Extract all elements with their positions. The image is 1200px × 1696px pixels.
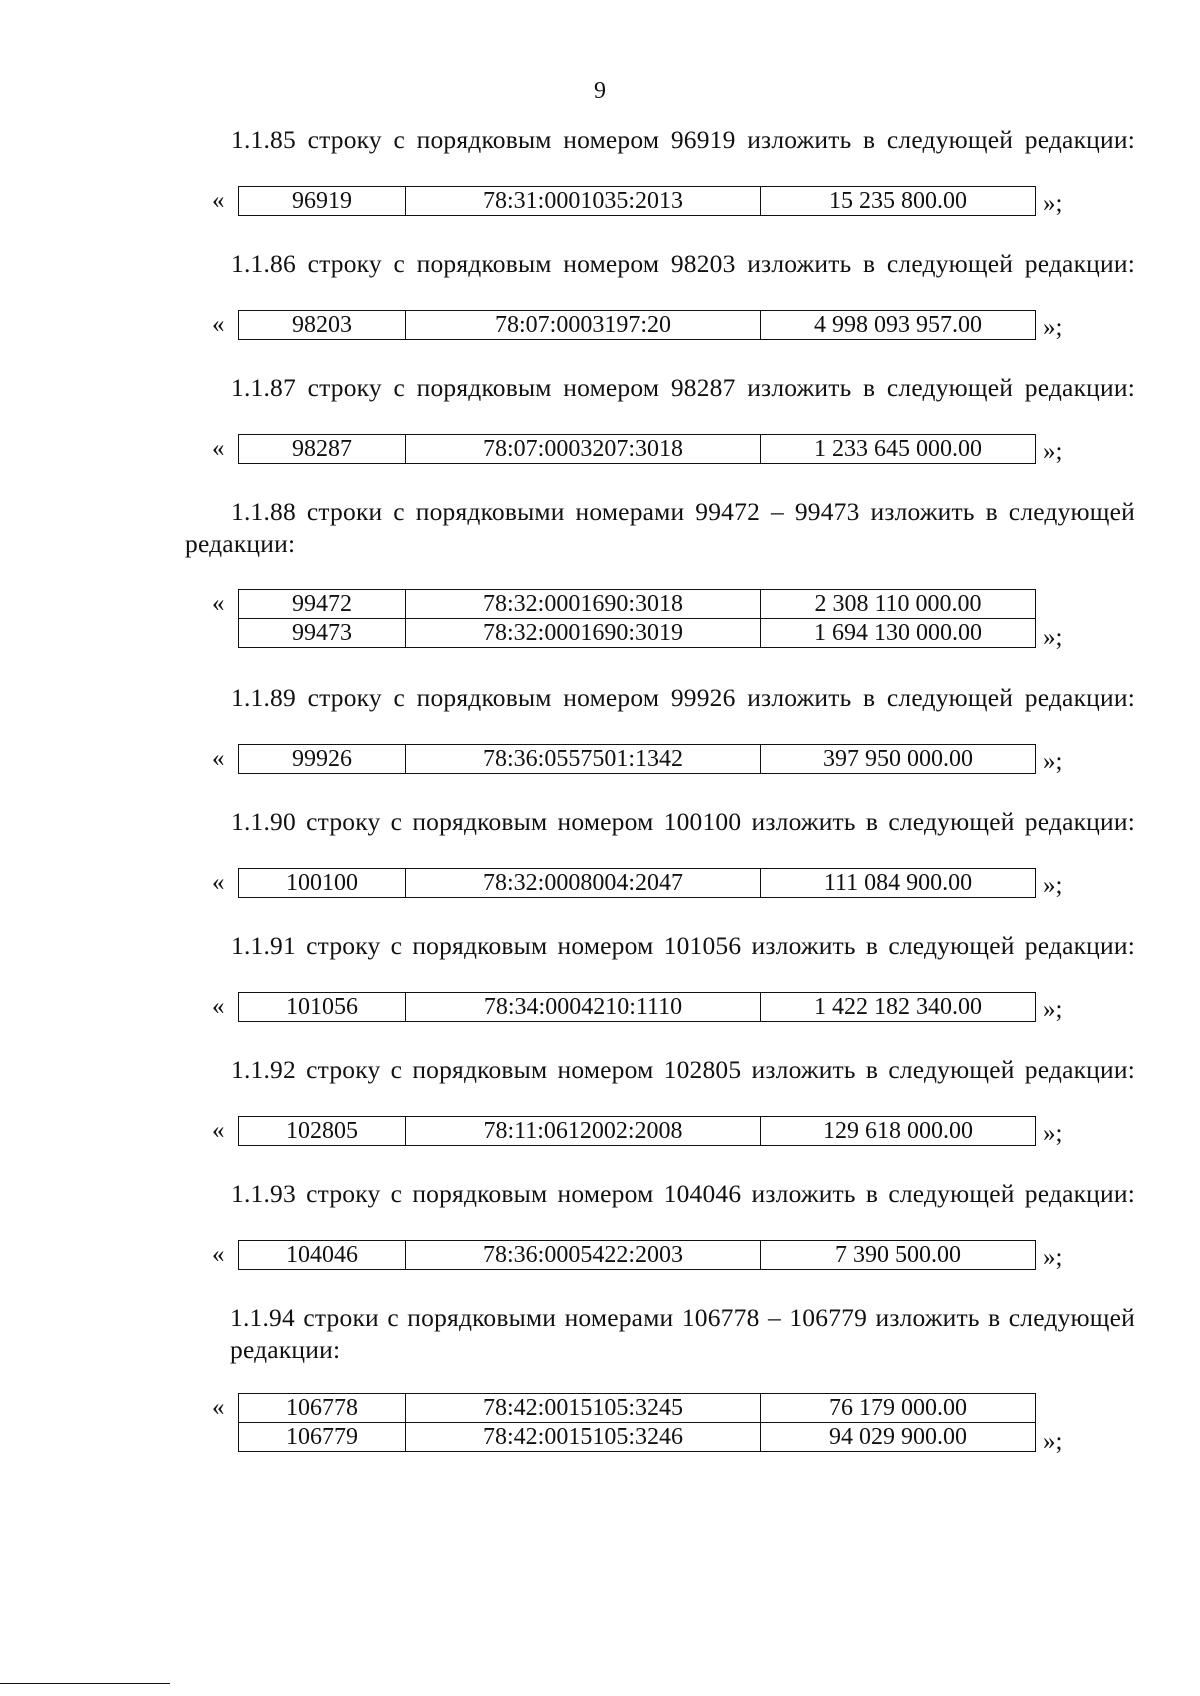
cadastral-number-cell: 78:42:0015105:3246 [406,1423,761,1452]
amendment-table [238,434,1036,464]
amendment-table [238,589,1036,648]
table-row [239,1241,1036,1270]
amendment-instruction: 1.1.89 строку с порядковым номером 99926 изложить в следующей редакции: [231,683,1135,712]
row-number-cell: 106779 [239,1423,406,1452]
cadastral-value-cell: 4 998 093 957.00 [761,311,1036,340]
open-quote: « [212,311,225,338]
row-number-cell: 98203 [239,311,406,340]
row-number-cell: 102805 [239,1117,406,1146]
cadastral-number-cell: 78:32:0001690:3018 [406,590,761,619]
amendment-table [238,310,1036,340]
cadastral-value-cell: 15 235 800.00 [761,187,1036,216]
amendment-instruction: 1.1.88 строки с порядковыми номерами 99472 – 99473 изложить в следующей редакции: [185,497,1135,558]
row-number-cell: 100100 [239,869,406,898]
table-row [239,187,1036,216]
open-quote: « [212,435,225,462]
cadastral-value-cell: 76 179 000.00 [761,1394,1036,1423]
table-row [239,619,1036,648]
table-row [239,311,1036,340]
row-number-cell: 99473 [239,619,406,648]
amendment-table [238,992,1036,1022]
cadastral-value-cell: 1 422 182 340.00 [761,993,1036,1022]
open-quote: « [212,1117,225,1144]
table-row [239,1117,1036,1146]
amendment-instruction: 1.1.87 строку с порядковым номером 98287 изложить в следующей редакции: [231,373,1135,402]
row-number-cell: 96919 [239,187,406,216]
close-quote: »; [1043,1120,1063,1147]
amendment-instruction: 1.1.85 строку с порядковым номером 96919 изложить в следующей редакции: [231,125,1135,154]
open-quote: « [212,1394,225,1421]
close-quote: »; [1043,1428,1063,1455]
row-number-cell: 106778 [239,1394,406,1423]
close-quote: »; [1043,748,1063,775]
amendment-table [238,744,1036,774]
amendment-instruction: 1.1.92 строку с порядковым номером 102805 изложить в следующей редакции: [231,1055,1135,1084]
row-number-cell: 98287 [239,435,406,464]
row-number-cell: 101056 [239,993,406,1022]
page-number: 9 [594,78,606,104]
amendment-instruction: 1.1.90 строку с порядковым номером 100100 изложить в следующей редакции: [231,807,1135,836]
cadastral-number-cell: 78:32:0001690:3019 [406,619,761,648]
cadastral-number-cell: 78:07:0003197:20 [406,311,761,340]
open-quote: « [212,869,225,896]
open-quote: « [212,187,225,214]
close-quote: »; [1043,1244,1063,1271]
close-quote: »; [1043,438,1063,465]
close-quote: »; [1043,624,1063,651]
row-number-cell: 99472 [239,590,406,619]
cadastral-value-cell: 94 029 900.00 [761,1423,1036,1452]
table-row [239,435,1036,464]
amendment-instruction: 1.1.93 строку с порядковым номером 104046 изложить в следующей редакции: [231,1179,1135,1208]
cadastral-number-cell: 78:36:0005422:2003 [406,1241,761,1270]
open-quote: « [212,590,225,617]
amendment-table [238,1240,1036,1270]
cadastral-value-cell: 1 694 130 000.00 [761,619,1036,648]
cadastral-number-cell: 78:11:0612002:2008 [406,1117,761,1146]
amendment-instruction: 1.1.86 строку с порядковым номером 98203 изложить в следующей редакции: [231,249,1135,278]
open-quote: « [212,1241,225,1268]
table-row [239,1423,1036,1452]
cadastral-number-cell: 78:36:0557501:1342 [406,745,761,774]
amendment-table [238,186,1036,216]
close-quote: »; [1043,190,1063,217]
row-number-cell: 104046 [239,1241,406,1270]
table-row [239,993,1036,1022]
close-quote: »; [1043,314,1063,341]
table-row [239,1394,1036,1423]
row-number-cell: 99926 [239,745,406,774]
amendment-instruction: 1.1.91 строку с порядковым номером 101056 изложить в следующей редакции: [231,931,1135,960]
close-quote: »; [1043,996,1063,1023]
cadastral-value-cell: 1 233 645 000.00 [761,435,1036,464]
open-quote: « [212,993,225,1020]
open-quote: « [212,745,225,772]
cadastral-value-cell: 111 084 900.00 [761,869,1036,898]
cadastral-value-cell: 129 618 000.00 [761,1117,1036,1146]
cadastral-value-cell: 7 390 500.00 [761,1241,1036,1270]
cadastral-value-cell: 397 950 000.00 [761,745,1036,774]
cadastral-number-cell: 78:07:0003207:3018 [406,435,761,464]
amendment-table [238,1116,1036,1146]
amendment-instruction: 1.1.94 строки с порядковыми номерами 106778 – 106779 изложить в следующей редакции: [230,1303,1135,1364]
cadastral-number-cell: 78:31:0001035:2013 [406,187,761,216]
cadastral-number-cell: 78:42:0015105:3245 [406,1394,761,1423]
cadastral-number-cell: 78:34:0004210:1110 [406,993,761,1022]
close-quote: »; [1043,872,1063,899]
table-row [239,745,1036,774]
table-row [239,590,1036,619]
amendment-table [238,868,1036,898]
table-row [239,869,1036,898]
footer-rule [0,1683,170,1684]
cadastral-number-cell: 78:32:0008004:2047 [406,869,761,898]
cadastral-value-cell: 2 308 110 000.00 [761,590,1036,619]
amendment-table [238,1393,1036,1452]
